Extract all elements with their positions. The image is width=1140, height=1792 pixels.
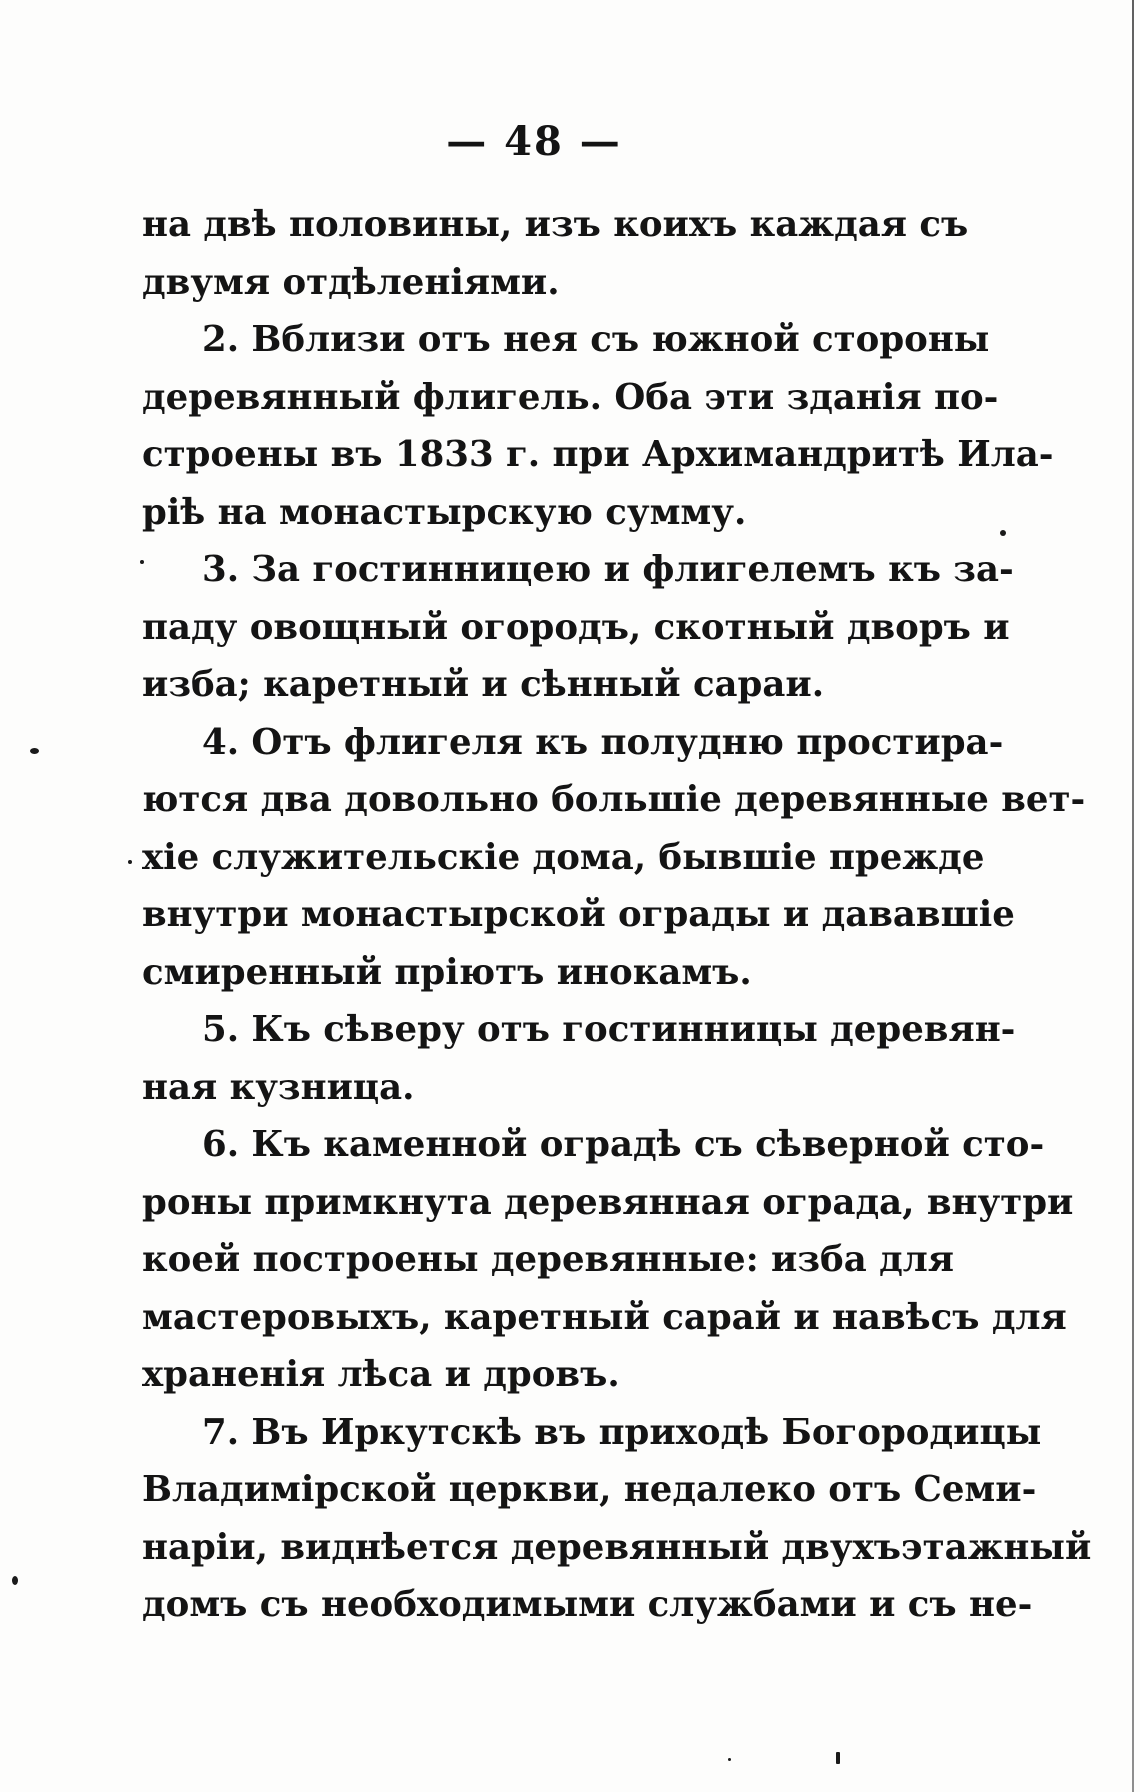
scan-speck (1000, 530, 1006, 536)
text-line: 7. Въ Иркутскѣ въ приходѣ Богородицы (202, 1411, 1042, 1453)
scan-speck (140, 560, 144, 564)
text-line: деревянный флигель. Оба эти зданія по- (142, 376, 999, 418)
text-line: смиренный пріютъ инокамъ. (142, 951, 752, 993)
paragraph-2 (142, 311, 1054, 541)
text-line: ются два довольно большіе деревянные вет- (142, 779, 1086, 820)
text-line: внутри монастырской ограды и дававшіе (142, 894, 1015, 935)
text-line: мастеровыхъ, каретный сарай и навѣсъ для (142, 1296, 1067, 1338)
text-line: 3. За гостинницею и флигелемъ къ за- (202, 549, 1014, 590)
text-line: коей построены деревянные: изба для (142, 1239, 954, 1280)
text-line: храненія лѣса и дровъ. (142, 1354, 620, 1395)
text-line: строены въ 1833 г. при Архимандритѣ Ила- (142, 434, 1054, 475)
text-line: изба; каретный и сѣнный сараи. (142, 664, 825, 705)
text-line: 4. Отъ флигеля къ полудню простира- (202, 721, 1004, 763)
text-line: роны примкнута деревянная ограда, внутри (142, 1181, 1074, 1223)
scan-speck (836, 1752, 840, 1764)
paragraph-1 (142, 196, 969, 311)
scan-speck (128, 860, 132, 864)
scan-speck (12, 1576, 18, 1585)
paragraph-7 (142, 1404, 1092, 1634)
text-line: наріи, виднѣется деревянный двухъэтажный (142, 1526, 1092, 1568)
text-line: 6. Къ каменной оградѣ съ сѣверной сто- (202, 1124, 1045, 1165)
text-line: паду овощный огородъ, скотный дворъ и (142, 606, 1010, 648)
body-text (142, 196, 1092, 1634)
paragraph-3 (142, 541, 1014, 714)
text-line: 2. Вблизи отъ нея съ южной стороны (202, 319, 990, 360)
text-line: ріѣ на монастырскую сумму. (142, 491, 747, 533)
text-line: Владимірской церкви, недалеко отъ Семи- (142, 1469, 1037, 1510)
page-number: — 48 — (446, 118, 622, 165)
text-line: ная кузница. (142, 1066, 415, 1108)
text-line: на двѣ половины, изъ коихъ каждая съ (142, 204, 969, 245)
scan-speck (728, 1758, 731, 1761)
paragraph-4 (142, 714, 1086, 1002)
paragraph-5 (142, 1001, 1016, 1116)
text-line: домъ съ необходимыми службами и съ не- (142, 1584, 1033, 1625)
paragraph-6 (142, 1116, 1074, 1404)
text-line: хіе служительскіе дома, бывшіе прежде (142, 836, 985, 878)
text-line: двумя отдѣленіями. (142, 261, 560, 303)
scan-speck (30, 748, 39, 754)
page-edge-shadow (1132, 0, 1134, 1792)
text-line: 5. Къ сѣверу отъ гостинницы деревян- (202, 1009, 1016, 1050)
